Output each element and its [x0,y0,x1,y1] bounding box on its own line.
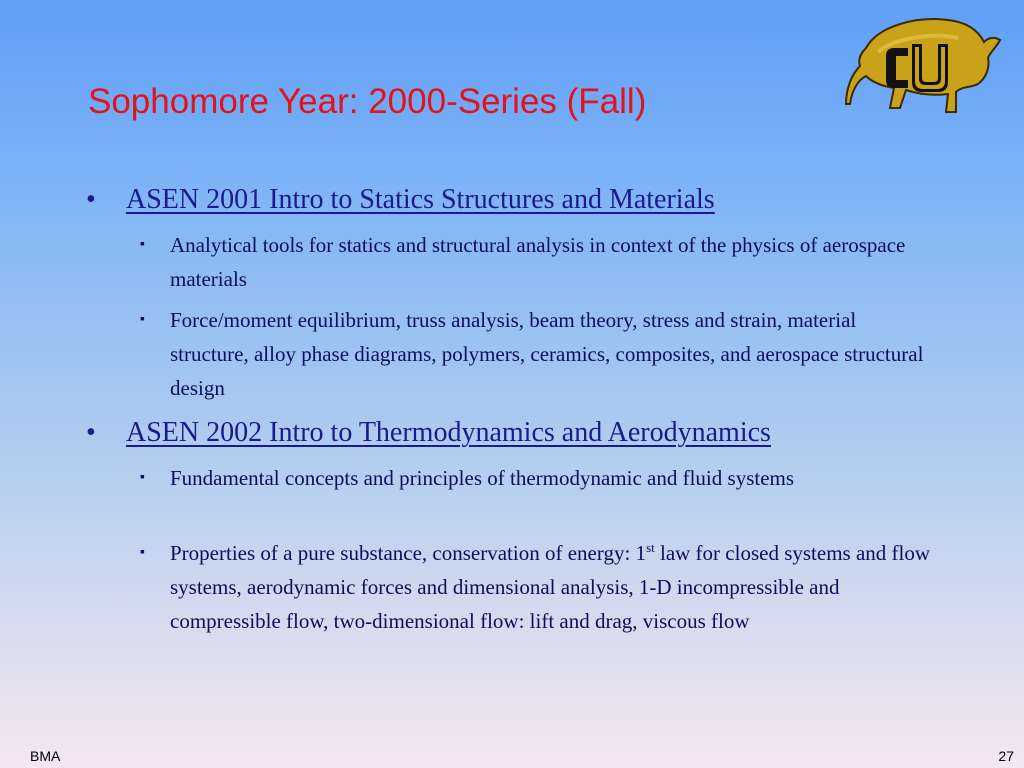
ordinal-superscript: st [646,540,655,555]
bullet-text [170,536,930,638]
bullet-text-part: Properties of a pure substance, conservation of energy: 1 [170,541,647,565]
bullet-icon: • [86,184,96,215]
slide-title: Sophomore Year: 2000-Series (Fall) [88,82,647,121]
bullet-text: Force/moment equilibrium, truss analysis, beam theory, stress and strain, material structure, alloy phase diagrams, polymers, ceramics, composites, and aerospace structural design [170,308,924,400]
bullet-item [140,303,930,405]
square-bullet-icon: ▪ [140,237,145,252]
footer-author: BMA [30,748,61,764]
cu-buffalo-logo-icon [838,8,1004,132]
bullet-text-part: law for closed systems and flow systems, aerodynamic forces and dimensional analysis, 1-D incompressible and compressible flow, two-dimensional flow: lift and drag, viscous flow [170,541,931,633]
bullet-text: Analytical tools for statics and structural analysis in context of the physics of aerospace materials [170,233,906,291]
bullet-icon: • [86,417,96,448]
course-title: ASEN 2001 Intro to Statics Structures and Materials [126,184,715,215]
square-bullet-icon: ▪ [140,312,145,327]
square-bullet-icon: ▪ [140,470,145,485]
page-number: 27 [998,748,1014,764]
bullet-item [140,228,930,296]
bullet-text: Fundamental concepts and principles of thermodynamic and fluid systems [170,466,795,490]
square-bullet-icon: ▪ [140,545,145,560]
bullet-item [140,536,930,638]
bullet-item [140,461,930,495]
course-title: ASEN 2002 Intro to Thermodynamics and Aerodynamics [126,417,771,448]
